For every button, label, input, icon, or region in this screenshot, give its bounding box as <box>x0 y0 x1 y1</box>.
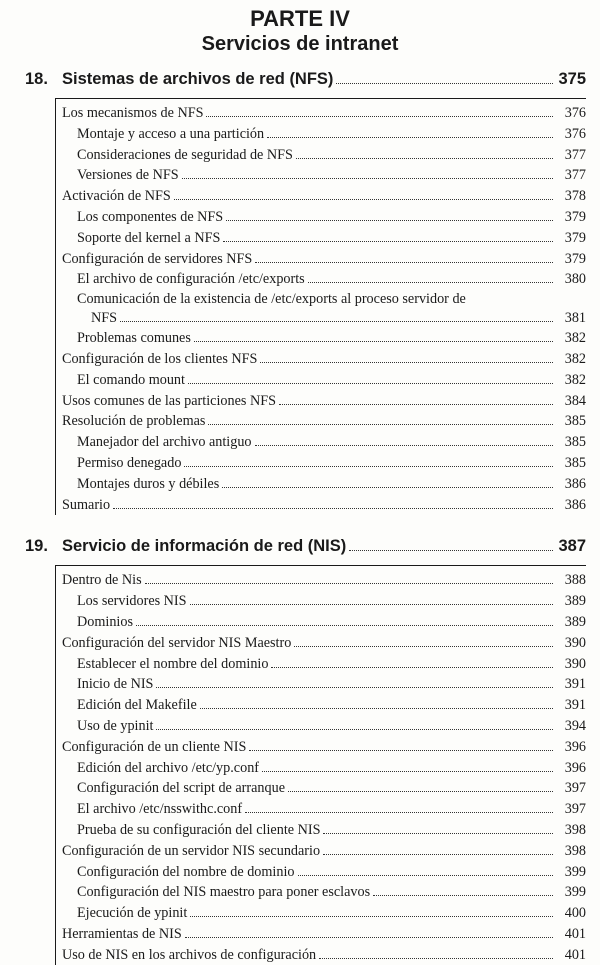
chapter-title: Servicio de información de red (NIS) <box>62 537 347 556</box>
entry-page: 376 <box>564 125 586 142</box>
toc-entry <box>77 862 586 883</box>
dot-leader <box>185 936 553 938</box>
dot-leader <box>373 894 553 896</box>
toc-entry <box>62 186 586 207</box>
entry-page: 378 <box>564 188 586 205</box>
entry-page: 376 <box>564 105 586 121</box>
entry-page: 400 <box>564 905 586 922</box>
dot-leader <box>249 749 553 751</box>
dot-leader <box>336 82 553 84</box>
chapter-number: 18. <box>25 70 48 88</box>
dot-leader <box>260 361 553 363</box>
toc-entry <box>62 411 586 432</box>
toc-entry <box>62 924 586 945</box>
entry-title: Montaje y acceso a una partición <box>77 125 265 142</box>
dot-leader <box>308 281 553 283</box>
entry-title: Los mecanismos de NFS <box>62 105 204 121</box>
dot-leader <box>136 624 553 626</box>
entry-title: Manejador del archivo antiguo <box>77 434 252 451</box>
entry-page: 379 <box>564 229 586 246</box>
dot-leader <box>188 382 553 384</box>
dot-leader <box>262 770 553 772</box>
entry-page: 390 <box>564 634 586 651</box>
toc-entry <box>62 737 586 758</box>
entry-title: Establecer el nombre del dominio <box>77 655 269 672</box>
toc-entry <box>77 269 586 290</box>
entry-page: 401 <box>564 925 586 942</box>
entry-title: Prueba de su configuración del cliente NIS <box>77 821 321 838</box>
entry-title: Configuración del servidor NIS Maestro <box>62 634 292 651</box>
chapter-title: Sistemas de archivos de red (NFS) <box>62 70 334 88</box>
entry-page: 397 <box>564 801 586 818</box>
entry-title: Configuración de servidores NFS <box>62 250 253 267</box>
entry-page: 398 <box>564 821 586 838</box>
entry-title: Activación de NFS <box>62 188 171 205</box>
entry-page: 390 <box>564 655 586 672</box>
toc-entry <box>77 882 586 903</box>
entry-title: El comando mount <box>77 371 185 388</box>
entry-title: Dominios <box>77 613 133 630</box>
entry-page: 379 <box>564 208 586 225</box>
toc-entry <box>77 328 586 349</box>
entry-title: Configuración de un cliente NIS <box>62 738 247 755</box>
entry-title: Usos comunes de las particiones NFS <box>62 392 276 409</box>
entry-page: 386 <box>564 475 586 492</box>
dot-leader <box>190 603 553 605</box>
entry-title: Inicio de NIS <box>77 676 154 693</box>
entry-title: Configuración del nombre de dominio <box>77 863 295 880</box>
dot-leader <box>208 423 553 425</box>
chapter-heading <box>25 70 586 92</box>
entry-list <box>55 98 586 515</box>
entry-page: 385 <box>564 413 586 430</box>
toc-entry <box>62 103 586 124</box>
entry-page: 382 <box>564 371 586 388</box>
dot-leader <box>245 811 553 813</box>
entry-page: 397 <box>564 780 586 797</box>
entry-title: Los servidores NIS <box>77 593 187 610</box>
entry-title: El archivo /etc/nsswithc.conf <box>77 801 243 818</box>
entry-title: Edición del Makefile <box>77 697 197 714</box>
dot-leader <box>294 645 553 647</box>
entry-page: 382 <box>564 330 586 347</box>
dot-leader <box>298 874 554 876</box>
toc-entry <box>77 290 586 328</box>
dot-leader <box>288 790 553 792</box>
entry-title: Uso de ypinit <box>77 717 154 734</box>
toc-entry-wrap <box>77 290 586 328</box>
entry-page: 388 <box>564 572 586 589</box>
entry-page: 377 <box>564 146 586 163</box>
entry-page: 386 <box>564 496 586 513</box>
entry-title: Resolución de problemas <box>62 413 206 430</box>
part-label: PARTE IV <box>250 6 350 31</box>
entry-title-cont: NFS <box>91 310 118 327</box>
toc-entry <box>77 453 586 474</box>
entry-title: Edición del archivo /etc/yp.conf <box>77 759 260 776</box>
entry-page: 389 <box>564 593 586 610</box>
dot-leader <box>206 115 553 117</box>
entry-page: 380 <box>564 271 586 288</box>
entry-page: 379 <box>564 250 586 267</box>
dot-leader <box>226 219 553 221</box>
toc-entry <box>62 349 586 370</box>
chapter-page: 387 <box>558 537 586 556</box>
entry-page: 391 <box>564 676 586 693</box>
toc-entry <box>77 674 586 695</box>
entry-title: Configuración del script de arranque <box>77 780 286 797</box>
dot-leader <box>255 444 553 446</box>
dot-leader <box>267 136 553 138</box>
dot-leader <box>319 957 553 959</box>
toc-entry <box>77 432 586 453</box>
toc-entry <box>77 591 586 612</box>
toc-entry <box>77 145 586 166</box>
toc-entry <box>77 228 586 249</box>
toc-entry <box>77 654 586 675</box>
chapter-page: 375 <box>558 70 586 88</box>
dot-leader <box>182 177 553 179</box>
toc-entry <box>62 495 586 516</box>
part-header <box>0 0 600 56</box>
entry-title: Configuración del NIS maestro para poner esclavos <box>77 884 371 901</box>
toc-entry <box>77 695 586 716</box>
dot-leader <box>200 707 553 709</box>
entry-title: Dentro de Nis <box>62 572 142 589</box>
entry-page: 382 <box>564 350 586 367</box>
toc-entry <box>62 841 586 862</box>
dot-leader <box>113 507 553 509</box>
entry-page: 396 <box>564 759 586 776</box>
dot-leader <box>279 403 553 405</box>
entry-title: Soporte del kernel a NFS <box>77 229 221 246</box>
dot-leader <box>271 666 553 668</box>
dot-leader <box>296 157 553 159</box>
dot-leader <box>156 686 553 688</box>
entry-title: El archivo de configuración /etc/exports <box>77 271 305 288</box>
toc-entry <box>62 391 586 412</box>
entry-title: Sumario <box>62 496 111 513</box>
entry-page: 385 <box>564 434 586 451</box>
entry-page: 394 <box>564 717 586 734</box>
toc-entry <box>77 799 586 820</box>
table-of-contents <box>0 70 600 965</box>
entry-title: Configuración de un servidor NIS secundario <box>62 842 321 859</box>
entry-page: 399 <box>564 884 586 901</box>
entry-page: 401 <box>564 946 586 963</box>
entry-title: Versiones de NFS <box>77 167 179 184</box>
dot-leader <box>323 832 553 834</box>
chapter-block <box>0 537 600 965</box>
entry-page: 377 <box>564 167 586 184</box>
toc-entry <box>77 820 586 841</box>
toc-entry <box>77 165 586 186</box>
dot-leader <box>194 340 553 342</box>
entry-list <box>55 565 586 965</box>
chapter-heading <box>25 537 586 559</box>
entry-title: Configuración de los clientes NFS <box>62 350 258 367</box>
dot-leader <box>223 240 553 242</box>
entry-page: 389 <box>564 613 586 630</box>
entry-page: 385 <box>564 454 586 471</box>
dot-leader <box>255 261 553 263</box>
entry-page: 396 <box>564 738 586 755</box>
dot-leader <box>156 728 553 730</box>
dot-leader <box>174 198 553 200</box>
entry-title: Uso de NIS en los archivos de configuración <box>62 946 317 963</box>
entry-title: Consideraciones de seguridad de NFS <box>77 146 293 163</box>
entry-page: 384 <box>564 392 586 409</box>
entry-page: 391 <box>564 697 586 714</box>
entry-page: 398 <box>564 842 586 859</box>
toc-entry <box>62 633 586 654</box>
toc-entry <box>62 570 586 591</box>
chapter-block <box>0 70 600 515</box>
toc-entry <box>77 778 586 799</box>
toc-entry <box>77 474 586 495</box>
entry-title: Comunicación de la existencia de /etc/exports al proceso servidor de <box>77 291 466 308</box>
dot-leader <box>349 549 553 551</box>
toc-entry <box>77 903 586 924</box>
entry-page: 381 <box>564 310 586 327</box>
toc-entry <box>62 249 586 270</box>
entry-title: Herramientas de NIS <box>62 925 182 942</box>
toc-entry <box>62 945 586 965</box>
entry-title: Problemas comunes <box>77 330 191 347</box>
entry-title: Los componentes de NFS <box>77 208 224 225</box>
entry-page: 399 <box>564 863 586 880</box>
dot-leader <box>323 853 553 855</box>
toc-entry <box>77 207 586 228</box>
toc-entry <box>77 716 586 737</box>
entry-title: Permiso denegado <box>77 454 182 471</box>
toc-entry <box>77 370 586 391</box>
dot-leader <box>120 320 553 322</box>
toc-entry <box>77 124 586 145</box>
chapter-number: 19. <box>25 537 48 556</box>
entry-title: Montajes duros y débiles <box>77 475 220 492</box>
toc-entry <box>77 612 586 633</box>
dot-leader <box>184 465 553 467</box>
dot-leader <box>145 582 553 584</box>
entry-title: Ejecución de ypinit <box>77 905 188 922</box>
dot-leader <box>190 915 553 917</box>
dot-leader <box>222 486 553 488</box>
entry-line2 <box>77 309 586 328</box>
toc-entry <box>77 758 586 779</box>
part-title: Servicios de intranet <box>201 33 399 55</box>
